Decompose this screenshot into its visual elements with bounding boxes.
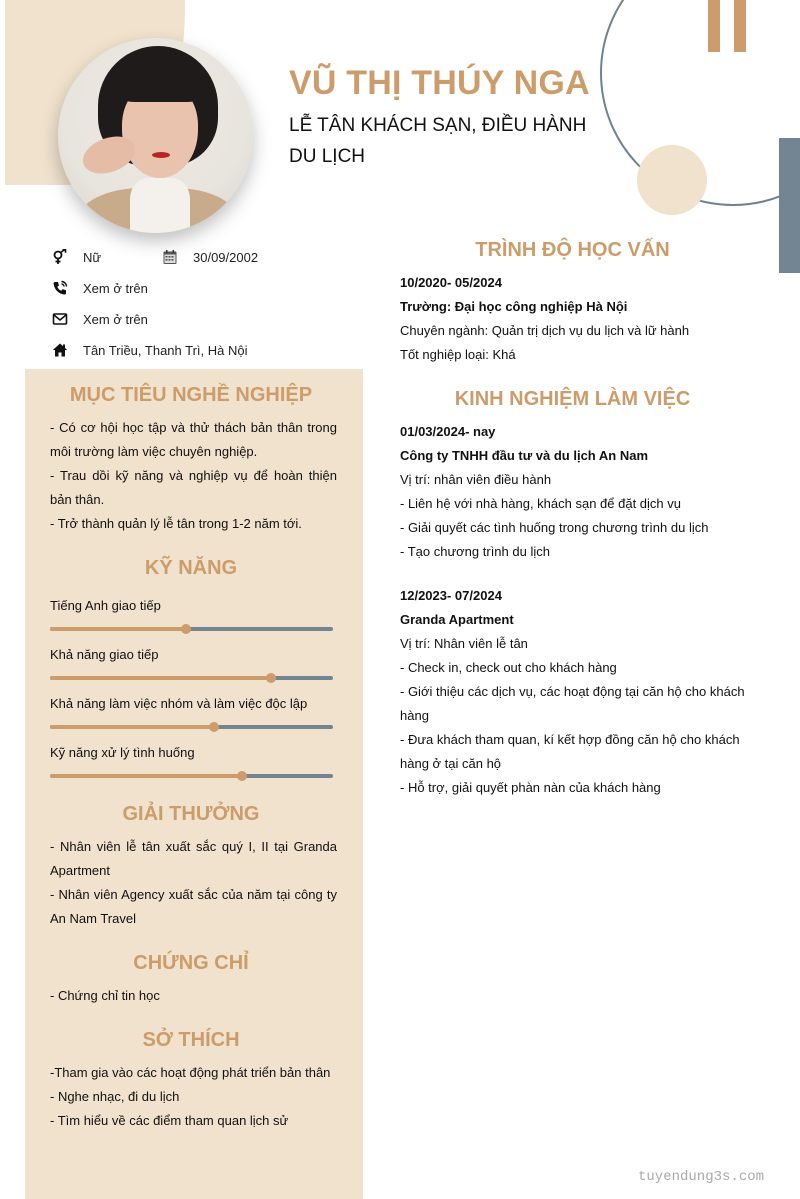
gender-icon (50, 248, 70, 266)
education-period: 10/2020- 05/2024 (400, 275, 502, 290)
skill-knob (209, 722, 219, 732)
skills-title: KỸ NĂNG (144, 557, 238, 579)
skill-knob (237, 771, 247, 781)
contact-birthday (160, 248, 258, 266)
certificate-item: - Chứng chỉ tin học (50, 988, 160, 1003)
skill-fill (50, 627, 186, 631)
certificates-title: CHỨNG CHỈ (133, 952, 249, 974)
watermark: tuyendung3s.com (638, 1169, 765, 1185)
job-period: 01/03/2024- nay (400, 424, 496, 439)
address-value: Tân Triều, Thanh Trì, Hà Nội (83, 342, 248, 358)
hobby-item: -Tham gia vào các hoạt động phát triển bản thân (50, 1065, 331, 1080)
contact-address (50, 341, 248, 359)
objective-item: - Trau dồi kỹ năng và nghiệp vụ để hoàn thiện bản thân. (50, 468, 337, 507)
job-title: LỄ TÂN KHÁCH SẠN, ĐIỀU HÀNH DU LỊCH (289, 115, 587, 167)
skill-label: Tiếng Anh giao tiếp (50, 598, 161, 613)
job-entry (400, 584, 750, 800)
skill-label: Khả năng giao tiếp (50, 647, 159, 662)
skill-fill (50, 725, 214, 729)
decor-bar (734, 0, 746, 52)
education-grade: Tốt nghiệp loại: Khá (400, 347, 516, 362)
skill-bar (50, 676, 333, 680)
education-school: Trường: Đại học công nghiệp Hà Nội (400, 299, 628, 314)
certificates-content (50, 984, 337, 1008)
objective-content (50, 416, 337, 536)
job-duty: - Hỗ trợ, giải quyết phàn nàn của khách hàng (400, 780, 661, 795)
contact-gender (50, 248, 101, 266)
skill-fill (50, 774, 242, 778)
mail-icon (50, 310, 70, 328)
job-position: Vị trí: nhân viên điều hành (400, 472, 552, 487)
home-icon (50, 341, 70, 359)
left-panel (25, 369, 363, 1199)
hobbies-title: SỞ THÍCH (142, 1029, 240, 1051)
job-duty: - Đưa khách tham quan, kí kết hợp đồng căn hộ cho khách hàng ở tại căn hộ (400, 732, 740, 771)
skill-bar (50, 774, 333, 778)
skill-label: Kỹ năng xử lý tình huống (50, 745, 195, 760)
job-period: 12/2023- 07/2024 (400, 588, 502, 603)
job-duty: - Giải quyết các tình huống trong chương trình du lịch (400, 520, 709, 535)
hobbies-content (50, 1061, 337, 1133)
calendar-icon (160, 248, 180, 266)
hobby-item: - Tìm hiểu về các điểm tham quan lịch sử (50, 1113, 289, 1128)
job-position: Vị trí: Nhân viên lễ tân (400, 636, 528, 651)
skill-bar (50, 627, 333, 631)
job-duty: - Liên hệ với nhà hàng, khách sạn để đặt dịch vụ (400, 496, 681, 511)
awards-content (50, 835, 337, 931)
birthday-value: 30/09/2002 (193, 249, 259, 265)
objective-item: - Có cơ hội học tập và thử thách bản thân trong môi trường làm việc chuyên nghiệp. (50, 420, 337, 459)
award-item: - Nhân viên Agency xuất sắc của năm tại công ty An Nam Travel (50, 887, 337, 926)
decor-bar (708, 0, 720, 52)
skill-knob (266, 673, 276, 683)
contact-phone (50, 279, 148, 297)
skill-label: Khả năng làm việc nhóm và làm việc độc lập (50, 696, 308, 711)
job-entry (400, 420, 750, 564)
hobby-item: - Nghe nhạc, đi du lịch (50, 1089, 180, 1104)
award-item: - Nhân viên lễ tân xuất sắc quý I, II tại Granda Apartment (50, 839, 337, 878)
experience-title: KINH NGHIỆM LÀM VIỆC (454, 388, 691, 410)
skill-fill (50, 676, 271, 680)
email-value: Xem ở trên (83, 311, 148, 327)
decor-side-bar (779, 138, 800, 273)
objective-title: MỤC TIÊU NGHỀ NGHIỆP (69, 384, 313, 406)
avatar (58, 38, 253, 233)
gender-value: Nữ (83, 249, 102, 265)
contact-email (50, 310, 148, 328)
job-company: Granda Apartment (400, 612, 514, 627)
phone-icon (50, 279, 70, 297)
awards-title: GIẢI THƯỞNG (122, 803, 260, 825)
phone-value: Xem ở trên (83, 280, 148, 296)
job-company: Công ty TNHH đầu tư và du lịch An Nam (400, 448, 648, 463)
skill-knob (181, 624, 191, 634)
job-duty: - Check in, check out cho khách hàng (400, 660, 617, 675)
education-content (400, 271, 750, 367)
skill-bar (50, 725, 333, 729)
education-title: TRÌNH ĐỘ HỌC VẤN (475, 239, 670, 261)
job-duty: - Giới thiệu các dịch vụ, các hoạt động tại căn hộ cho khách hàng (400, 684, 745, 723)
job-duty: - Tạo chương trình du lịch (400, 544, 550, 559)
objective-item: - Trở thành quản lý lễ tân trong 1-2 năm tới. (50, 516, 302, 531)
decor-circle (637, 145, 707, 215)
candidate-name: VŨ THỊ THÚY NGA (289, 64, 590, 102)
education-major: Chuyên ngành: Quản trị dịch vụ du lịch và lữ hành (400, 323, 690, 338)
